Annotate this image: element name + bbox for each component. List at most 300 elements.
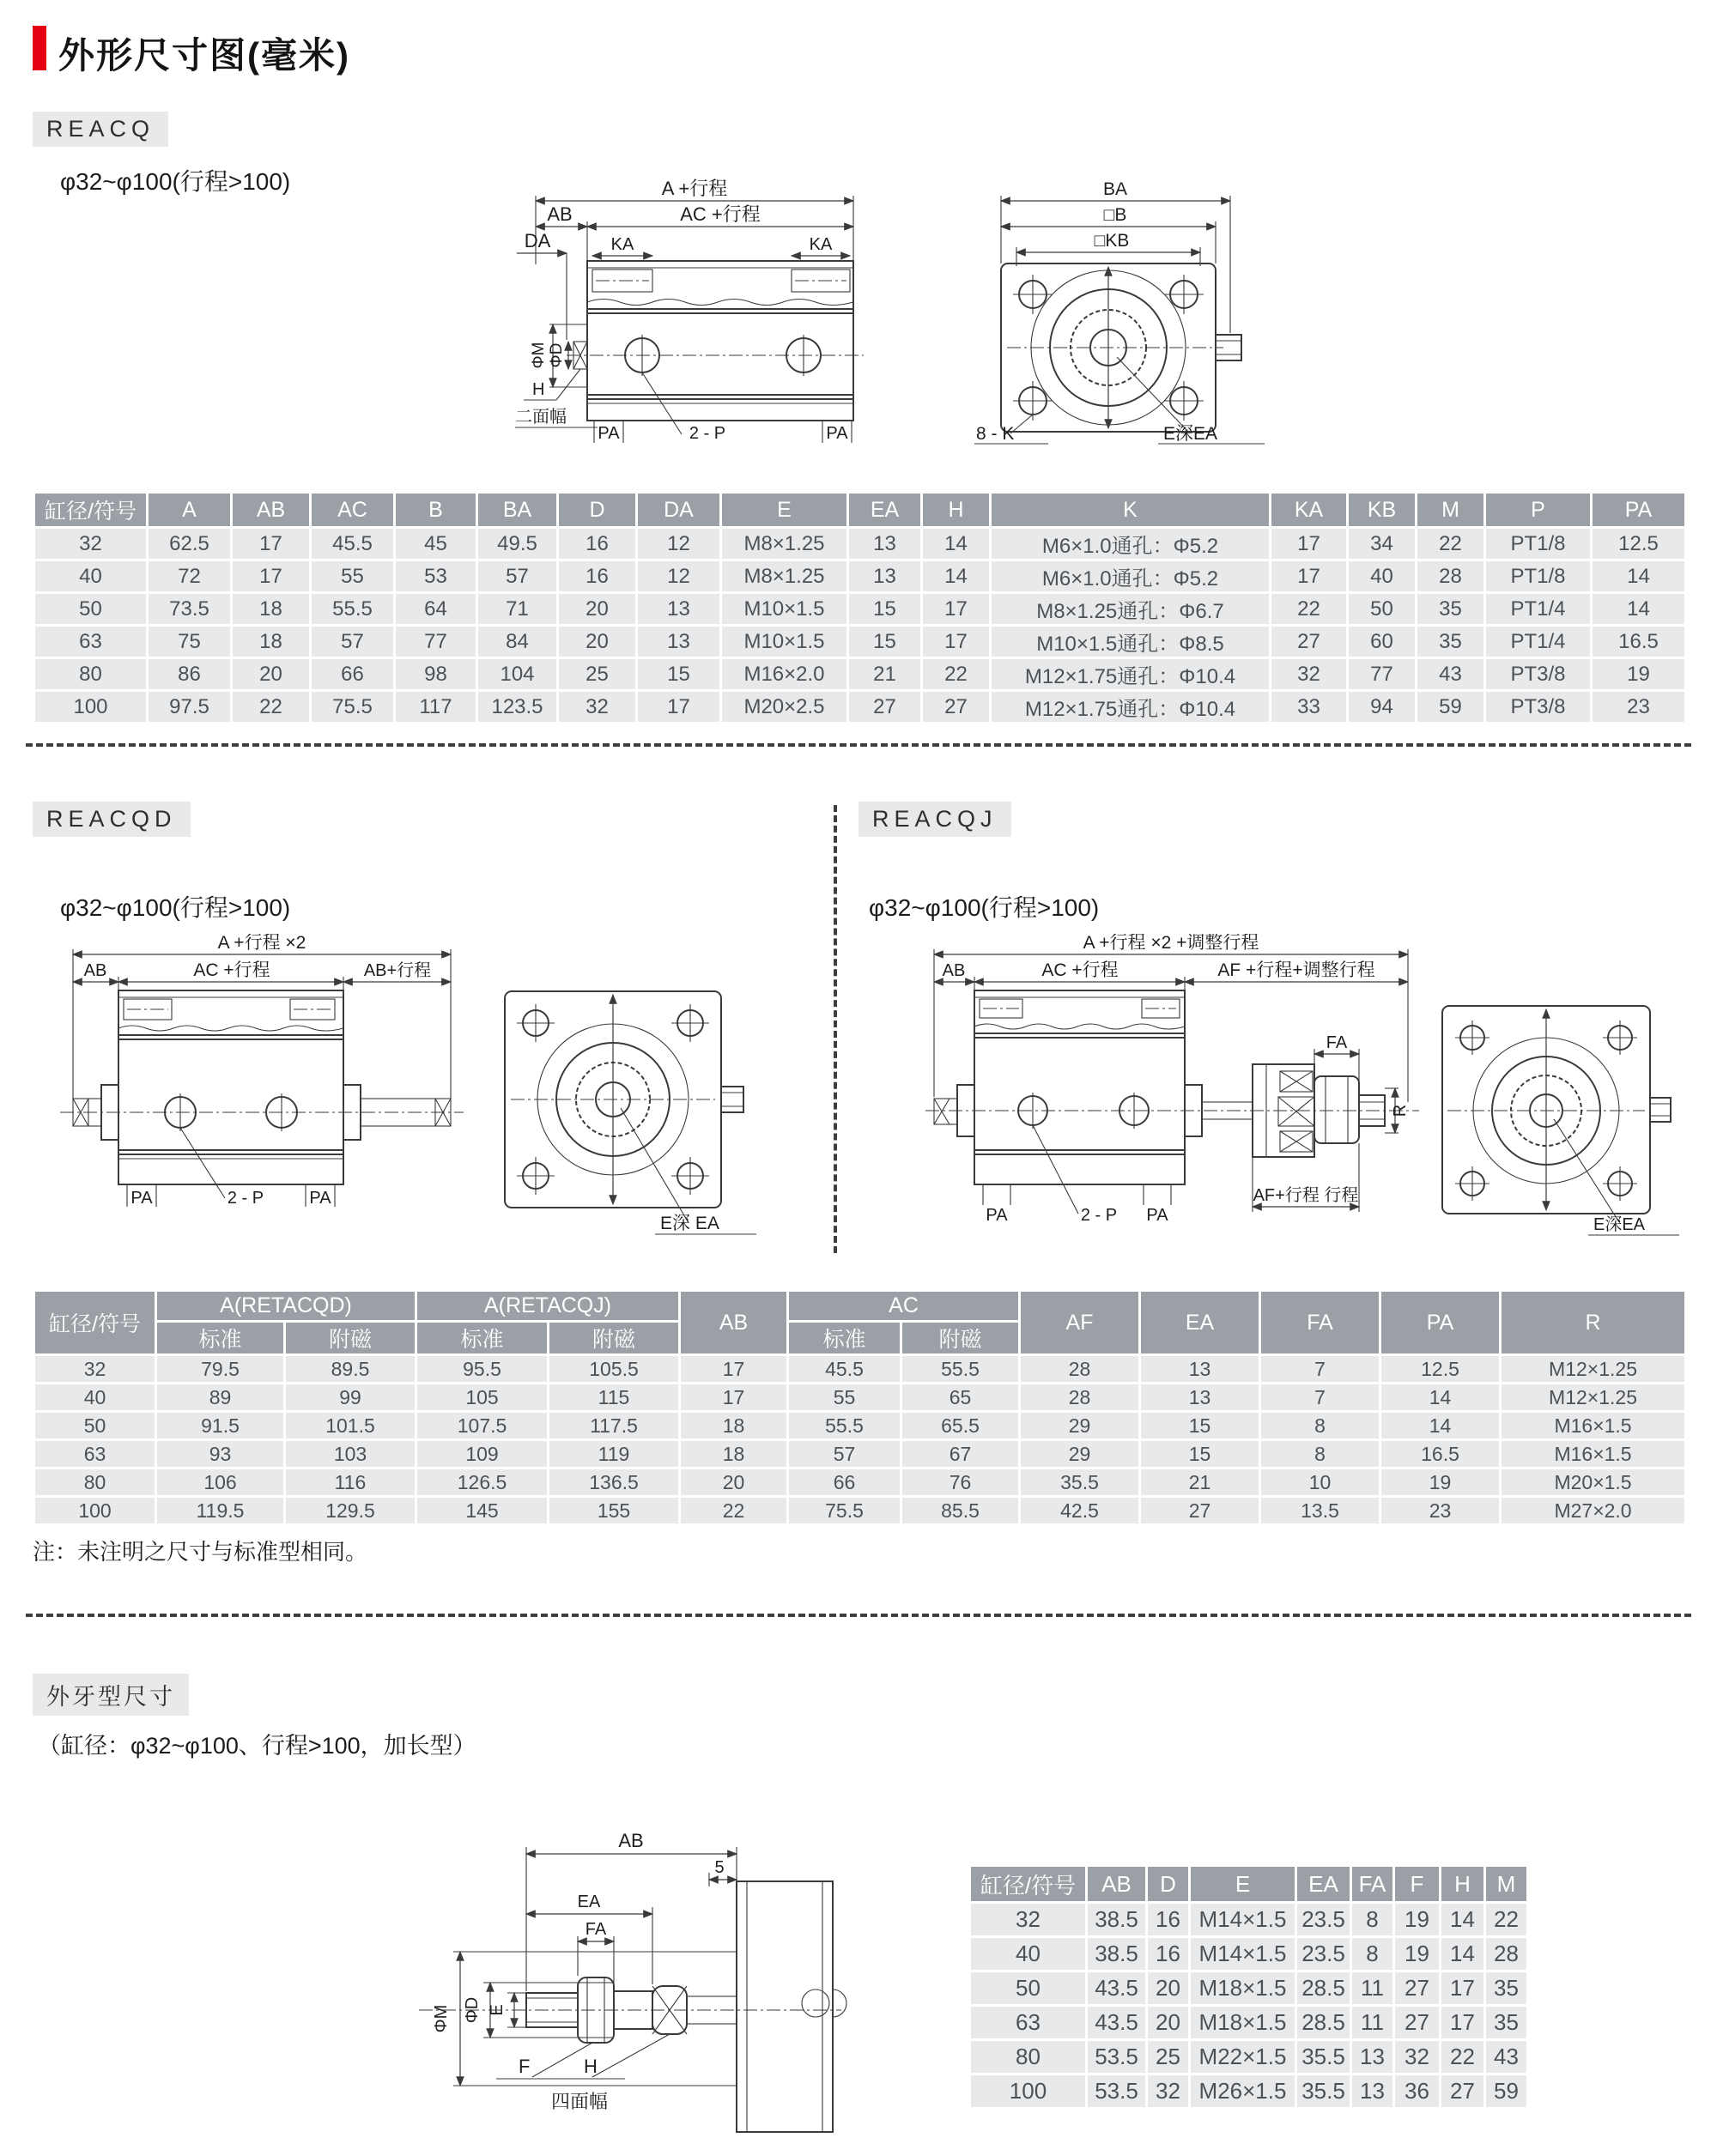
- table-row: [34, 528, 1686, 560]
- table-cell: 42.5: [1020, 1497, 1140, 1525]
- dim-af-bottom: AF+行程 行程: [1253, 1186, 1359, 1205]
- table-cell: 63: [970, 2006, 1087, 2040]
- table-cell: M16×1.5: [1501, 1440, 1686, 1469]
- table-cell: 75.5: [311, 691, 395, 724]
- section-divider: [26, 743, 1691, 747]
- column-header: AC: [311, 493, 395, 528]
- table-cell: 97.5: [148, 691, 232, 724]
- table-cell: 50: [34, 1412, 156, 1440]
- table-cell: 45.5: [788, 1355, 901, 1384]
- table-cell: 7: [1260, 1384, 1380, 1412]
- red-accent-bar: [33, 26, 46, 70]
- table-cell: 80: [34, 658, 148, 691]
- table-cell: 40: [34, 1384, 156, 1412]
- table-cell: 63: [34, 1440, 156, 1469]
- table-cell: 100: [970, 2074, 1087, 2109]
- table-cell: 14: [922, 528, 991, 560]
- table-cell: 8: [1260, 1440, 1380, 1469]
- table-cell: 22: [1271, 593, 1348, 626]
- table-cell: 22: [1441, 2040, 1485, 2074]
- table-row: [34, 691, 1686, 724]
- table-cell: 45: [395, 528, 477, 560]
- column-header: A: [148, 493, 232, 528]
- thread-bore-range: （缸径：φ32~φ100、行程>100，加长型）: [38, 1733, 476, 1759]
- table-cell: 40: [1348, 560, 1417, 593]
- table-cell: 16.5: [1380, 1440, 1501, 1469]
- dim-r: R: [1391, 1104, 1410, 1117]
- section-divider-vertical: [834, 805, 837, 1253]
- reacq-side-view-drawing: [512, 179, 872, 453]
- table-cell: 86: [148, 658, 232, 691]
- table-cell: 21: [1140, 1469, 1260, 1497]
- table-cell: 36: [1394, 2074, 1441, 2109]
- table-cell: 28: [1020, 1355, 1140, 1384]
- table-cell: 65: [901, 1384, 1020, 1412]
- table-cell: 20: [680, 1469, 788, 1497]
- table-cell: 49.5: [477, 528, 558, 560]
- reacqj-bore-range: φ32~φ100(行程>100): [869, 894, 1100, 921]
- table-cell: 15: [1140, 1412, 1260, 1440]
- table-cell: 32: [1147, 2074, 1190, 2109]
- table-cell: 17: [232, 528, 311, 560]
- table-cell: 32: [1271, 658, 1348, 691]
- column-header: 附磁: [285, 1322, 416, 1355]
- table-cell: 27: [922, 691, 991, 724]
- table-cell: 34: [1348, 528, 1417, 560]
- column-header: M: [1417, 493, 1485, 528]
- table-cell: 55: [311, 560, 395, 593]
- table-cell: 45.5: [311, 528, 395, 560]
- table-cell: 50: [970, 1971, 1087, 2006]
- column-header: 缸径/符号: [970, 1866, 1087, 1903]
- table-cell: 57: [477, 560, 558, 593]
- column-header: R: [1501, 1291, 1686, 1355]
- table-cell: 72: [148, 560, 232, 593]
- table-cell: 80: [970, 2040, 1087, 2074]
- table-cell: M8×1.25: [721, 528, 848, 560]
- table-cell: 100: [34, 691, 148, 724]
- column-header: 标准: [788, 1322, 901, 1355]
- table-cell: 18: [232, 593, 311, 626]
- table-cell: 20: [1147, 2006, 1190, 2040]
- dim-e-depth: E深 EA: [660, 1214, 719, 1233]
- table-cell: 53: [395, 560, 477, 593]
- table-cell: 105.5: [549, 1355, 680, 1384]
- table-cell: 129.5: [285, 1497, 416, 1525]
- four-flats-label: 四面幅: [551, 2091, 609, 2112]
- table-cell: PT1/8: [1485, 528, 1592, 560]
- table-cell: 57: [788, 1440, 901, 1469]
- reacq-bore-range: φ32~φ100(行程>100): [60, 168, 291, 195]
- table-cell: 55.5: [901, 1355, 1020, 1384]
- column-header: PA: [1592, 493, 1686, 528]
- table-cell: 89.5: [285, 1355, 416, 1384]
- table-cell: 27: [1441, 2074, 1485, 2109]
- table-cell: 17: [1271, 528, 1348, 560]
- column-header: EA: [1140, 1291, 1260, 1355]
- table-cell: 20: [558, 626, 637, 658]
- table-cell: 22: [1417, 528, 1485, 560]
- dim-pa-left: PA: [986, 1206, 1008, 1225]
- column-header: FA: [1351, 1866, 1394, 1903]
- table-cell: 13: [848, 528, 922, 560]
- table-cell: 155: [549, 1497, 680, 1525]
- dim-ka-left: KA: [610, 235, 634, 254]
- column-header: EA: [848, 493, 922, 528]
- ports-label: 2 - P: [1080, 1206, 1118, 1225]
- section-label-thread: 外牙型尺寸: [33, 1674, 189, 1716]
- column-header: KB: [1348, 493, 1417, 528]
- column-header: BA: [477, 493, 558, 528]
- table-cell: 66: [311, 658, 395, 691]
- table-cell: 25: [1147, 2040, 1190, 2074]
- table-cell: 28.5: [1296, 1971, 1351, 2006]
- table-cell: 17: [1441, 1971, 1485, 2006]
- table-cell: 63: [34, 626, 148, 658]
- table-cell: M27×2.0: [1501, 1497, 1686, 1525]
- table-cell: 23.5: [1296, 1903, 1351, 1937]
- table-cell: 27: [1140, 1497, 1260, 1525]
- table-cell: M14×1.5: [1190, 1937, 1296, 1971]
- table-cell: 8: [1351, 1937, 1394, 1971]
- table-cell: 20: [1147, 1971, 1190, 2006]
- table-cell: 19: [1394, 1937, 1441, 1971]
- table-cell: 89: [156, 1384, 285, 1412]
- dim-phi-d: ΦD: [548, 342, 566, 368]
- ports-label: 2 - P: [227, 1189, 264, 1208]
- column-header: 标准: [416, 1322, 549, 1355]
- table-cell: 35.5: [1020, 1469, 1140, 1497]
- table-row: [34, 1440, 1686, 1469]
- table-cell: 14: [1441, 1937, 1485, 1971]
- column-header: K: [991, 493, 1271, 528]
- table-cell: 79.5: [156, 1355, 285, 1384]
- dim-ka-right: KA: [809, 235, 833, 254]
- column-header: 缸径/符号: [34, 1291, 156, 1355]
- dim-pa-right: PA: [309, 1189, 331, 1208]
- table-cell: 22: [1485, 1903, 1528, 1937]
- table-cell: 25: [558, 658, 637, 691]
- table-cell: M16×2.0: [721, 658, 848, 691]
- column-header: E: [721, 493, 848, 528]
- section-label-reacqj: REACQJ: [858, 802, 1011, 837]
- dim-fa: FA: [585, 1920, 607, 1939]
- reacqd-front-view-drawing: [475, 972, 758, 1240]
- table-cell: 103: [285, 1440, 416, 1469]
- dim-ac-stroke: AC +行程: [1041, 960, 1119, 980]
- table-row: [34, 593, 1686, 626]
- table-cell: 16: [1147, 1903, 1190, 1937]
- table-cell: 136.5: [549, 1469, 680, 1497]
- dim-pa-right: PA: [1146, 1206, 1168, 1225]
- table-cell: 17: [922, 593, 991, 626]
- table-cell: 13: [1351, 2040, 1394, 2074]
- table-cell: M10×1.5通孔：Φ8.5: [991, 626, 1271, 658]
- dim-h: H: [532, 380, 545, 399]
- table-cell: 14: [1380, 1412, 1501, 1440]
- table-cell: 13: [637, 626, 721, 658]
- table-cell: 60: [1348, 626, 1417, 658]
- dim-ab: AB: [942, 961, 966, 980]
- table-cell: 75.5: [788, 1497, 901, 1525]
- table-cell: 43: [1417, 658, 1485, 691]
- table-cell: 17: [637, 691, 721, 724]
- table-row: [970, 1971, 1528, 2006]
- column-header: 附磁: [549, 1322, 680, 1355]
- table-cell: 32: [34, 528, 148, 560]
- table-cell: 109: [416, 1440, 549, 1469]
- table-cell: M8×1.25通孔：Φ6.7: [991, 593, 1271, 626]
- table-cell: M20×1.5: [1501, 1469, 1686, 1497]
- dim-a-adj: A +行程 ×2 +调整行程: [1083, 934, 1259, 953]
- dim-five: 5: [714, 1858, 725, 1877]
- dim-f: F: [519, 2056, 531, 2077]
- column-header: KA: [1271, 493, 1348, 528]
- table-cell: 77: [1348, 658, 1417, 691]
- reacqd-reacqj-dimensions-table: [33, 1289, 1687, 1526]
- table-cell: 23.5: [1296, 1937, 1351, 1971]
- table-cell: 119: [549, 1440, 680, 1469]
- table-cell: M12×1.25: [1501, 1355, 1686, 1384]
- table-row: [34, 626, 1686, 658]
- table-cell: M22×1.5: [1190, 2040, 1296, 2074]
- table-cell: 106: [156, 1469, 285, 1497]
- table-cell: 40: [970, 1937, 1087, 1971]
- reacq-front-view-drawing: [973, 182, 1269, 448]
- table-cell: PT1/8: [1485, 560, 1592, 593]
- section-label-reacq: REACQ: [33, 112, 168, 147]
- reacqj-front-view-drawing: [1417, 994, 1683, 1240]
- table-cell: 16: [558, 528, 637, 560]
- table-cell: PT1/4: [1485, 593, 1592, 626]
- table-cell: 53.5: [1087, 2074, 1147, 2109]
- table-cell: 94: [1348, 691, 1417, 724]
- thread-type-dimensions-table: [968, 1864, 1529, 2110]
- table-cell: 11: [1351, 2006, 1394, 2040]
- column-header: H: [1441, 1866, 1485, 1903]
- column-header: 附磁: [901, 1322, 1020, 1355]
- table-cell: 12: [637, 528, 721, 560]
- dim-ba: BA: [1102, 182, 1128, 199]
- table-cell: 32: [558, 691, 637, 724]
- table-cell: 117: [395, 691, 477, 724]
- reacqj-side-view-drawing: [925, 934, 1423, 1243]
- table-cell: 77: [395, 626, 477, 658]
- table-cell: 117.5: [549, 1412, 680, 1440]
- table-cell: PT3/8: [1485, 691, 1592, 724]
- table-cell: 13.5: [1260, 1497, 1380, 1525]
- table-cell: 93: [156, 1440, 285, 1469]
- column-header: PA: [1380, 1291, 1501, 1355]
- table-cell: 23: [1592, 691, 1686, 724]
- column-header: AB: [232, 493, 311, 528]
- table-note: 注：未注明之尺寸与标准型相同。: [33, 1539, 368, 1565]
- table-cell: 20: [558, 593, 637, 626]
- table-cell: 27: [1394, 2006, 1441, 2040]
- table-cell: 28.5: [1296, 2006, 1351, 2040]
- table-cell: 28: [1417, 560, 1485, 593]
- table-cell: 17: [1441, 2006, 1485, 2040]
- table-row: [970, 1937, 1528, 1971]
- table-cell: 14: [1592, 560, 1686, 593]
- table-cell: 18: [680, 1412, 788, 1440]
- table-cell: 64: [395, 593, 477, 626]
- table-cell: 59: [1417, 691, 1485, 724]
- table-cell: 107.5: [416, 1412, 549, 1440]
- dim-b: □B: [1103, 205, 1127, 225]
- dim-a-stroke-x2: A +行程 ×2: [217, 934, 306, 953]
- table-cell: 40: [34, 560, 148, 593]
- column-header: FA: [1260, 1291, 1380, 1355]
- ports-label: 2 - P: [689, 424, 726, 443]
- table-cell: 66: [788, 1469, 901, 1497]
- table-cell: M12×1.25: [1501, 1384, 1686, 1412]
- table-cell: 29: [1020, 1440, 1140, 1469]
- section-label-reacqd: REACQD: [33, 802, 191, 837]
- table-cell: 59: [1485, 2074, 1528, 2109]
- table-cell: M12×1.75通孔：Φ10.4: [991, 658, 1271, 691]
- dim-phi-m: ΦM: [530, 342, 548, 369]
- table-cell: 73.5: [148, 593, 232, 626]
- dim-e: E: [488, 2004, 507, 2016]
- table-cell: M20×2.5: [721, 691, 848, 724]
- column-header: M: [1485, 1866, 1528, 1903]
- table-cell: 50: [1348, 593, 1417, 626]
- table-cell: 18: [232, 626, 311, 658]
- table-cell: 38.5: [1087, 1937, 1147, 1971]
- table-cell: 15: [848, 626, 922, 658]
- table-cell: 23: [1380, 1497, 1501, 1525]
- dim-8k: 8 - K: [976, 424, 1015, 444]
- table-cell: 14: [1380, 1384, 1501, 1412]
- column-header: AF: [1020, 1291, 1140, 1355]
- column-header: 标准: [156, 1322, 285, 1355]
- column-header: A(RETACQJ): [416, 1291, 680, 1322]
- table-cell: 55.5: [788, 1412, 901, 1440]
- table-cell: 38.5: [1087, 1903, 1147, 1937]
- table-cell: 126.5: [416, 1469, 549, 1497]
- table-cell: 16: [1147, 1937, 1190, 1971]
- table-cell: 28: [1485, 1937, 1528, 1971]
- table-cell: 76: [901, 1469, 1020, 1497]
- table-cell: 28: [1020, 1384, 1140, 1412]
- dim-a-stroke: A +行程: [661, 179, 728, 199]
- table-row: [34, 1384, 1686, 1412]
- dim-pa-right: PA: [826, 424, 848, 443]
- table-cell: 99: [285, 1384, 416, 1412]
- dim-ac-stroke: AC +行程: [193, 960, 270, 980]
- column-header: AB: [680, 1291, 788, 1355]
- table-cell: 84: [477, 626, 558, 658]
- table-cell: 27: [1394, 1971, 1441, 2006]
- column-header: AC: [788, 1291, 1020, 1322]
- table-cell: 33: [1271, 691, 1348, 724]
- table-cell: 55.5: [311, 593, 395, 626]
- dim-pa-left: PA: [598, 424, 620, 443]
- table-row: [34, 1412, 1686, 1440]
- table-cell: 35: [1485, 2006, 1528, 2040]
- table-cell: 22: [922, 658, 991, 691]
- table-cell: 14: [1592, 593, 1686, 626]
- table-cell: M6×1.0通孔：Φ5.2: [991, 528, 1271, 560]
- dim-ab: AB: [83, 961, 107, 980]
- table-cell: 35: [1417, 593, 1485, 626]
- dim-phi-d: ΦD: [463, 1996, 482, 2024]
- column-header: AB: [1087, 1866, 1147, 1903]
- table-cell: M16×1.5: [1501, 1412, 1686, 1440]
- reacqd-side-view-drawing: [60, 934, 464, 1234]
- table-cell: 13: [1140, 1384, 1260, 1412]
- dim-h: H: [584, 2056, 598, 2077]
- column-header: A(RETACQD): [156, 1291, 416, 1322]
- dim-ab: AB: [547, 203, 573, 225]
- column-header: H: [922, 493, 991, 528]
- table-cell: M18×1.5: [1190, 1971, 1296, 2006]
- table-cell: 19: [1592, 658, 1686, 691]
- column-header: EA: [1296, 1866, 1351, 1903]
- table-cell: M14×1.5: [1190, 1903, 1296, 1937]
- table-cell: 8: [1260, 1412, 1380, 1440]
- table-cell: 14: [922, 560, 991, 593]
- dim-da: DA: [524, 230, 551, 251]
- table-cell: 16: [558, 560, 637, 593]
- table-cell: 7: [1260, 1355, 1380, 1384]
- table-cell: 32: [34, 1355, 156, 1384]
- table-cell: 85.5: [901, 1497, 1020, 1525]
- table-cell: 75: [148, 626, 232, 658]
- table-cell: 43: [1485, 2040, 1528, 2074]
- table-row: [34, 560, 1686, 593]
- table-cell: 65.5: [901, 1412, 1020, 1440]
- table-cell: 35: [1485, 1971, 1528, 2006]
- table-cell: 57: [311, 626, 395, 658]
- dim-fa: FA: [1326, 1033, 1348, 1052]
- table-cell: 116: [285, 1469, 416, 1497]
- table-cell: 15: [848, 593, 922, 626]
- table-cell: 13: [637, 593, 721, 626]
- dim-e-depth: E深EA: [1163, 424, 1218, 444]
- reacqd-bore-range: φ32~φ100(行程>100): [60, 894, 291, 921]
- table-cell: 71: [477, 593, 558, 626]
- table-cell: 19: [1380, 1469, 1501, 1497]
- page-title: 外形尺寸图(毫米): [58, 35, 350, 76]
- table-cell: 15: [637, 658, 721, 691]
- table-row: [970, 2040, 1528, 2074]
- column-header: E: [1190, 1866, 1296, 1903]
- table-cell: 17: [1271, 560, 1348, 593]
- table-row: [970, 1903, 1528, 1937]
- table-cell: 32: [970, 1903, 1087, 1937]
- table-cell: 21: [848, 658, 922, 691]
- table-cell: 123.5: [477, 691, 558, 724]
- table-cell: 11: [1351, 1971, 1394, 2006]
- dim-ea: EA: [577, 1893, 601, 1911]
- table-cell: PT1/4: [1485, 626, 1592, 658]
- column-header: D: [558, 493, 637, 528]
- table-cell: 145: [416, 1497, 549, 1525]
- table-cell: 17: [680, 1355, 788, 1384]
- dim-ab: AB: [618, 1830, 644, 1851]
- wrench-flats-label: 二面幅: [515, 408, 567, 427]
- table-cell: 35: [1417, 626, 1485, 658]
- table-row: [34, 1497, 1686, 1525]
- table-cell: 95.5: [416, 1355, 549, 1384]
- table-cell: 55: [788, 1384, 901, 1412]
- table-cell: 15: [1140, 1440, 1260, 1469]
- table-cell: 13: [1351, 2074, 1394, 2109]
- table-cell: 43.5: [1087, 2006, 1147, 2040]
- table-row: [34, 1469, 1686, 1497]
